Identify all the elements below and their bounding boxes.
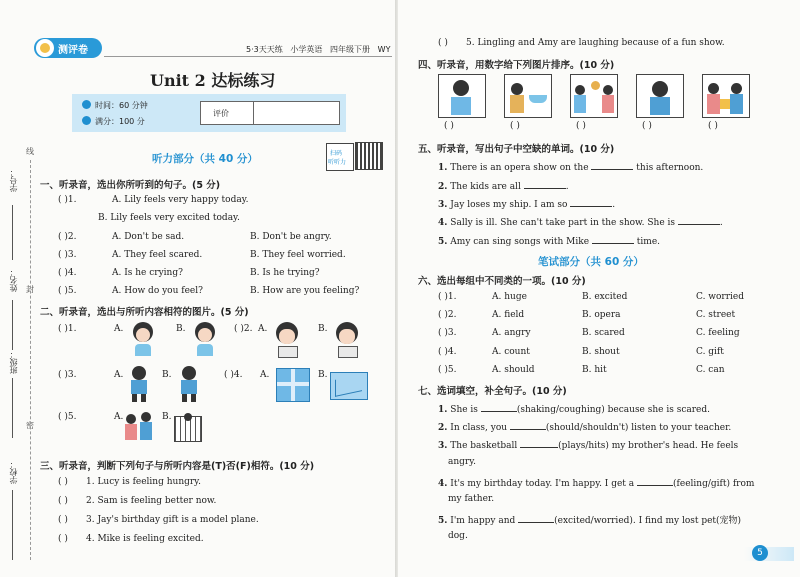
s1-q2-paren[interactable]: ( )2. xyxy=(58,232,77,242)
s2-q4-b: B. xyxy=(318,370,328,380)
s3-q3-text: 3. Jay's birthday gift is a model plane. xyxy=(86,515,259,525)
gift-box-icon xyxy=(276,368,310,402)
cut-mark-xian: 线 xyxy=(26,147,34,156)
s7-q3-after: (plays/hits) my brother's head. He feels xyxy=(558,441,739,451)
page-title: Unit 2 达标练习 xyxy=(150,71,276,90)
s2-q2-paren[interactable]: ( )2. xyxy=(234,324,253,334)
s5-q3 xyxy=(438,197,615,210)
s3-q4-text: 4. Mike is feeling excited. xyxy=(86,534,204,544)
s6-q1-a: A. huge xyxy=(492,292,527,302)
s2-heading: 二、听录音，选出与所听内容相符的图片。(5 分) xyxy=(40,307,249,318)
time-limit: 时间：60 分钟 xyxy=(95,101,148,110)
s7-q5-blank[interactable] xyxy=(518,513,554,523)
s5-heading: 五、听录音，写出句子中空缺的单词。(10 分) xyxy=(418,144,615,155)
s6-q3-c: C. feeling xyxy=(696,328,740,338)
s6-q3-paren[interactable]: ( )3. xyxy=(438,328,457,338)
student-number-label: 学号： xyxy=(9,168,18,192)
s4-paren-2[interactable]: ( ) xyxy=(510,121,520,131)
s7-q2-blank[interactable] xyxy=(510,420,546,430)
s1-q3-b: B. They feel worried. xyxy=(250,250,346,260)
s6-q4-paren[interactable]: ( )4. xyxy=(438,347,457,357)
s5-q5-blank[interactable] xyxy=(592,234,634,244)
name-line xyxy=(12,300,13,350)
s7-heading: 七、选词填空，补全句子。(10 分) xyxy=(418,386,567,397)
s6-q2-c: C. street xyxy=(696,310,736,320)
angry-boy-icon xyxy=(272,322,302,356)
s5-q1-before: There is an opera show on the xyxy=(450,163,589,173)
s1-q1-b: B. Lily feels very excited today. xyxy=(98,213,240,223)
kids-playing-ball-picture xyxy=(570,74,618,118)
student-number-line xyxy=(12,205,13,260)
s7-q2-num: 2. xyxy=(438,423,448,433)
s7-q2 xyxy=(438,420,731,433)
s7-q3-cont: angry. xyxy=(448,457,476,467)
boy-with-ship-picture xyxy=(504,74,552,118)
mascot-icon xyxy=(36,39,54,57)
s7-q4-blank[interactable] xyxy=(637,476,673,486)
smiling-girl-icon xyxy=(190,322,220,356)
grading-box xyxy=(200,101,340,125)
shaking-boy-icon xyxy=(174,366,204,402)
s7-q4-after: (feeling/gift) from xyxy=(673,479,755,489)
listening-title: 听力部分（共 40 分） xyxy=(152,153,258,165)
grading-label: 评价 xyxy=(213,109,229,118)
s6-q5-c: C. can xyxy=(696,365,725,375)
s7-q5-cont: dog. xyxy=(448,531,468,541)
s2-q5-a: A. xyxy=(114,412,124,422)
s5-q2 xyxy=(438,179,569,192)
s7-q1-before: She is xyxy=(450,405,478,415)
written-title: 笔试部分（共 60 分） xyxy=(538,256,644,268)
s1-q1-a: A. Lily feels very happy today. xyxy=(112,195,249,205)
s7-q4-cont: my father. xyxy=(448,494,495,504)
s5-q3-num: 3. xyxy=(438,200,448,210)
s7-q3-blank[interactable] xyxy=(520,438,558,448)
s2-q3-paren[interactable]: ( )3. xyxy=(58,370,77,380)
s6-q5-b: B. hit xyxy=(582,365,607,375)
s1-heading: 一、听录音，选出你所听到的句子。(5 分) xyxy=(40,180,221,191)
s6-q4-c: C. gift xyxy=(696,347,724,357)
s7-q5-num: 5. xyxy=(438,516,448,526)
s1-q5-b: B. How are you feeling? xyxy=(250,286,360,296)
s3-q1-paren[interactable]: ( ) xyxy=(58,477,68,487)
qr-label-1: 扫码 xyxy=(330,150,343,157)
kids-with-gift-picture xyxy=(702,74,750,118)
cut-mark-feng: 封 xyxy=(26,285,34,294)
s5-q5-after: time. xyxy=(636,237,661,247)
edition: WY xyxy=(377,45,391,54)
s7-q2-before: In class, you xyxy=(450,423,508,433)
s5-q4 xyxy=(438,215,723,228)
s5-q3-before: Jay loses my ship. I am so xyxy=(450,200,568,210)
subject: 小学英语 xyxy=(290,45,323,54)
s1-q4-a: A. Is he crying? xyxy=(112,268,183,278)
s7-q4-before: It's my birthday today. I'm happy. I get a xyxy=(450,479,635,489)
s6-q1-paren[interactable]: ( )1. xyxy=(438,292,457,302)
s1-q1-paren[interactable]: ( )1. xyxy=(58,195,77,205)
s2-q2-a: A. xyxy=(258,324,268,334)
s3-q4-paren[interactable]: ( ) xyxy=(58,534,68,544)
s3-q5-paren[interactable]: ( ) xyxy=(438,38,448,48)
s2-q4-a: A. xyxy=(260,370,270,380)
happy-boy-icon xyxy=(332,322,362,356)
s5-q2-num: 2. xyxy=(438,182,448,192)
info-banner xyxy=(72,94,346,132)
s2-q5-b: B. xyxy=(162,412,172,422)
class-line xyxy=(12,378,13,438)
s6-q1-c: C. worried xyxy=(696,292,744,302)
s6-q5-paren[interactable]: ( )5. xyxy=(438,365,457,375)
s5-q1-num: 1. xyxy=(438,163,448,173)
qr-label-box xyxy=(326,143,354,171)
s7-q4 xyxy=(438,476,754,489)
full-score: 满分：100 分 xyxy=(95,117,145,126)
kid-at-fence-icon xyxy=(174,416,202,442)
grade: 四年级下册 xyxy=(330,45,371,54)
s5-q2-blank[interactable] xyxy=(524,179,566,189)
s7-q5-after: (excited/worried). I find my lost pet(宠物) xyxy=(554,516,742,526)
score-icon xyxy=(82,116,91,125)
s3-q1-text: 1. Lucy is feeling hungry. xyxy=(86,477,201,487)
s6-q2-a: A. field xyxy=(492,310,525,320)
s7-q3-num: 3. xyxy=(438,441,448,451)
s2-q1-a: A. xyxy=(114,324,124,334)
s2-q1-paren[interactable]: ( )1. xyxy=(58,324,77,334)
s5-q5-before: Amy can sing songs with Mike xyxy=(450,237,590,247)
s4-paren-1[interactable]: ( ) xyxy=(444,121,454,131)
header-meta xyxy=(246,44,390,55)
s7-q4-num: 4. xyxy=(438,479,448,489)
s5-q1-blank[interactable] xyxy=(591,160,633,170)
s2-q1-b: B. xyxy=(176,324,186,334)
s7-q5 xyxy=(438,513,741,526)
s6-q4-b: B. shout xyxy=(582,347,620,357)
s5-q4-before: Sally is ill. She can't take part in the show. She is xyxy=(450,218,676,228)
s5-q4-after: . xyxy=(719,218,723,228)
s7-q3 xyxy=(438,438,738,451)
s7-q1 xyxy=(438,402,710,415)
s6-q1-b: B. excited xyxy=(582,292,628,302)
s5-q3-after: . xyxy=(612,200,616,210)
s7-q2-after: (should/shouldn't) listen to your teacher. xyxy=(545,423,732,433)
s6-q2-b: B. opera xyxy=(582,310,621,320)
s7-q3-before: The basketball xyxy=(450,441,518,451)
s6-q3-b: B. scared xyxy=(582,328,625,338)
s4-paren-4[interactable]: ( ) xyxy=(642,121,652,131)
s3-q2-paren[interactable]: ( ) xyxy=(58,496,68,506)
s5-q3-blank[interactable] xyxy=(570,197,612,207)
clock-icon xyxy=(82,100,91,109)
series: 5·3天天练 xyxy=(246,45,283,54)
s4-paren-3[interactable]: ( ) xyxy=(576,121,586,131)
s1-q3-paren[interactable]: ( )3. xyxy=(58,250,77,260)
s4-paren-5[interactable]: ( ) xyxy=(708,121,718,131)
s5-q1 xyxy=(438,160,703,173)
coughing-boy-icon xyxy=(124,366,154,402)
s3-q2-text: 2. Sam is feeling better now. xyxy=(86,496,217,506)
s3-q5-text: 5. Lingling and Amy are laughing because of a fun show. xyxy=(466,38,725,48)
s6-q2-paren[interactable]: ( )2. xyxy=(438,310,457,320)
school-label: 学校： xyxy=(9,460,18,484)
s6-q3-a: A. angry xyxy=(492,328,531,338)
s2-q3-a: A. xyxy=(114,370,124,380)
right-page xyxy=(398,0,800,577)
s5-q4-num: 4. xyxy=(438,218,448,228)
s1-q5-paren[interactable]: ( )5. xyxy=(58,286,77,296)
s4-heading: 四、听录音，用数字给下列图片排序。(10 分) xyxy=(418,60,615,71)
s5-q1-after: this afternoon. xyxy=(636,163,704,173)
crying-girl-icon xyxy=(128,322,158,356)
s1-q4-b: B. Is he trying? xyxy=(250,268,320,278)
s7-q1-after: (shaking/coughing) because she is scared. xyxy=(516,405,710,415)
left-page xyxy=(0,0,396,577)
s1-q5-a: A. How do you feel? xyxy=(112,286,203,296)
s6-heading: 六、选出每组中不同类的一项。(10 分) xyxy=(418,276,586,287)
s7-q1-blank[interactable] xyxy=(481,402,517,412)
s1-q3-a: A. They feel scared. xyxy=(112,250,203,260)
s7-q1-num: 1. xyxy=(438,405,448,415)
s5-q2-after: . xyxy=(565,182,569,192)
s5-q5-num: 5. xyxy=(438,237,448,247)
qr-code-icon[interactable] xyxy=(356,143,382,169)
kids-talking-icon xyxy=(124,410,154,446)
s2-q3-b: B. xyxy=(162,370,172,380)
s5-q4-blank[interactable] xyxy=(678,215,720,225)
sick-boy-picture xyxy=(636,74,684,118)
s1-q4-paren[interactable]: ( )4. xyxy=(58,268,77,278)
badge-label: 测评卷 xyxy=(58,45,88,56)
cut-line xyxy=(30,160,31,560)
header-rule xyxy=(104,56,392,57)
class-label: 班级： xyxy=(9,350,18,374)
s1-q2-b: B. Don't be angry. xyxy=(250,232,332,242)
qr-label-2: 听听力 xyxy=(328,159,347,166)
badge xyxy=(34,38,102,58)
s2-q4-paren[interactable]: ( )4. xyxy=(224,370,243,380)
school-line xyxy=(12,490,13,560)
cut-mark-mi: 密 xyxy=(26,421,34,430)
s5-q5 xyxy=(438,234,660,247)
page-number: 5 xyxy=(752,545,768,561)
s2-q2-b: B. xyxy=(318,324,328,334)
s6-q4-a: A. count xyxy=(492,347,530,357)
s1-q2-a: A. Don't be sad. xyxy=(112,232,185,242)
letter-icon xyxy=(330,372,368,400)
girl-on-phone-picture xyxy=(438,74,486,118)
s7-q5-before: I'm happy and xyxy=(450,516,516,526)
s3-q3-paren[interactable]: ( ) xyxy=(58,515,68,525)
s6-q5-a: A. should xyxy=(492,365,535,375)
s3-heading: 三、听录音，判断下列句子与所听内容是(T)否(F)相符。(10 分) xyxy=(40,461,315,472)
s2-q5-paren[interactable]: ( )5. xyxy=(58,412,77,422)
name-label: 姓名： xyxy=(9,268,18,292)
s5-q2-before: The kids are all xyxy=(450,182,521,192)
